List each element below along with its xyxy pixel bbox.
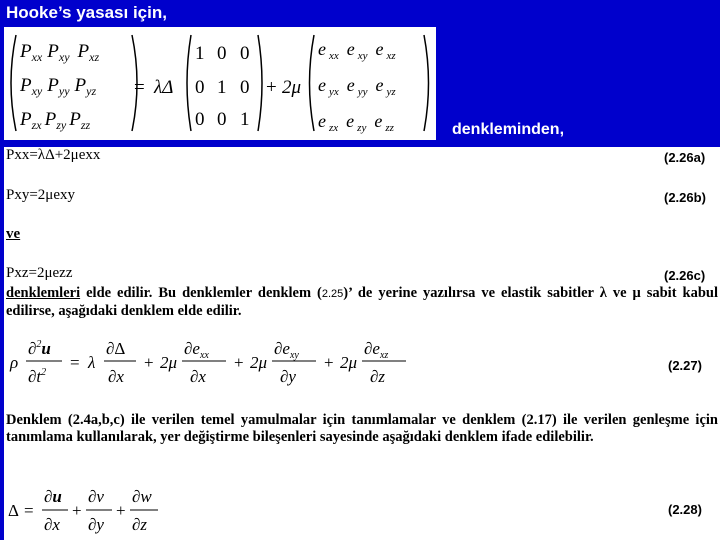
- equation-2-28: [4, 484, 204, 540]
- svg-text:∂z: ∂z: [132, 515, 148, 534]
- svg-text:eyxeyyeyz: e $_{yx}$ e $_{yy}$ e $_{yz}$: [318, 75, 396, 98]
- svg-text:1: 1: [195, 43, 205, 64]
- svg-text:0: 0: [195, 77, 205, 98]
- svg-text:∂exz: $\partial e_{xz}$: [364, 339, 389, 361]
- svg-text:+: +: [234, 353, 244, 372]
- svg-text:∂x: ∂x: [190, 367, 206, 386]
- paragraph-definitions: Denklem (2.4a,b,c) ile verilen temel yamulmalar için tanımlamalar ve denklem (2.17) ile verilen genleşme için tanımlama kullanılarak, yer değiştirme bileşenleri sayesinde aşağıdaki denklem ifade edilebilir.: [6, 412, 718, 445]
- svg-text:∂x: ∂x: [44, 515, 60, 534]
- identity-matrix: [195, 43, 250, 130]
- svg-text:1: 1: [240, 109, 250, 130]
- svg-text:0: 0: [217, 43, 227, 64]
- svg-text:0: 0: [217, 109, 227, 130]
- equals-sign: =: [134, 77, 145, 98]
- svg-text:2μ: 2μ: [250, 353, 268, 372]
- matrix-equation: [4, 27, 436, 140]
- equation-2-26a: Pxx=λΔ+2μexx: [6, 147, 101, 163]
- equation-number-2-26a: (2.26a): [664, 150, 706, 165]
- svg-text:+: +: [144, 353, 154, 372]
- svg-text:0: 0: [240, 43, 250, 64]
- svg-text:+: +: [116, 501, 126, 520]
- heading-continuation: denkleminden,: [452, 121, 565, 138]
- svg-text:=: =: [70, 353, 80, 372]
- svg-text:∂y: ∂y: [280, 367, 296, 386]
- svg-text:∂t2: $\partial t^2$: [28, 367, 47, 386]
- svg-text:∂y: ∂y: [88, 515, 104, 534]
- equation-number-2-26c: (2.26c): [664, 268, 706, 283]
- svg-text:exxexyexz: e $_{xx}$ e $_{xy}$ e $_{xz}$: [318, 39, 396, 62]
- equation-2-26b: Pxy=2μexy: [6, 187, 76, 203]
- equation-2-27: [4, 330, 564, 394]
- svg-text:PxxPxyPxz: $P_{xx}$ $P_{xy}$ $P_{xz}$: [20, 41, 100, 64]
- svg-text:∂w: ∂w: [132, 487, 152, 506]
- svg-text:∂u: ∂u: [44, 487, 62, 506]
- svg-text:2μ: 2μ: [160, 353, 178, 372]
- svg-text:0: 0: [240, 77, 250, 98]
- svg-text:∂Δ: ∂Δ: [106, 339, 126, 358]
- svg-text:∂exy: $\partial e_{xy}$: [274, 339, 299, 361]
- matrix-equation-svg: [4, 27, 436, 140]
- two-mu: 2μ: [282, 77, 302, 98]
- svg-text:PzxPzyPzz: $P_{zx}$ $P_{zy}$ $P_{zz}$: [20, 109, 91, 132]
- svg-text:1: 1: [217, 77, 227, 98]
- paragraph-substitution: denklemleri elde edilir. Bu denklemler denklem (2.25)’ de yerine yazılırsa ve elastik sabitler λ ve μ sabit kabul edilirse, aşağıdaki denklem elde edilir.: [6, 285, 718, 319]
- svg-text:2μ: 2μ: [340, 353, 358, 372]
- svg-text:Δ: Δ: [8, 501, 19, 520]
- svg-text:+: +: [324, 353, 334, 372]
- slide-heading: Hooke’s yasası için,: [6, 3, 167, 22]
- equation-number-2-26b: (2.26b): [664, 190, 706, 205]
- svg-text:∂exx: $\partial e_{xx}$: [184, 339, 209, 361]
- svg-text:∂2u: ∂$^2$u: [28, 339, 51, 358]
- equation-number-2-27: (2.27): [668, 358, 702, 373]
- strain-matrix: [318, 39, 396, 134]
- svg-text:=: =: [24, 501, 34, 520]
- lambda-delta: λΔ: [154, 77, 174, 98]
- stress-matrix: [19, 41, 99, 132]
- plus-sign: +: [266, 77, 277, 98]
- divider-blue-band: [0, 140, 720, 147]
- equation-2-26c: Pxz=2μezz: [6, 265, 73, 281]
- svg-text:∂z: ∂z: [370, 367, 386, 386]
- svg-text:∂x: ∂x: [108, 367, 124, 386]
- svg-text:+: +: [72, 501, 82, 520]
- svg-text:ezxezyezz: e $_{zx}$ e $_{zy}$ e $_{zz}$: [318, 111, 394, 134]
- svg-text:λ: λ: [88, 353, 96, 372]
- svg-text:ρ: ρ: [10, 353, 19, 372]
- svg-text:0: 0: [195, 109, 205, 130]
- svg-text:PxyPyyPyz: $P_{xy}$ $P_{yy}$ $P_{yz}$: [20, 75, 97, 98]
- equation-number-2-28: (2.28): [668, 502, 702, 517]
- connector-ve: ve: [6, 226, 21, 242]
- svg-text:∂v: ∂v: [88, 487, 104, 506]
